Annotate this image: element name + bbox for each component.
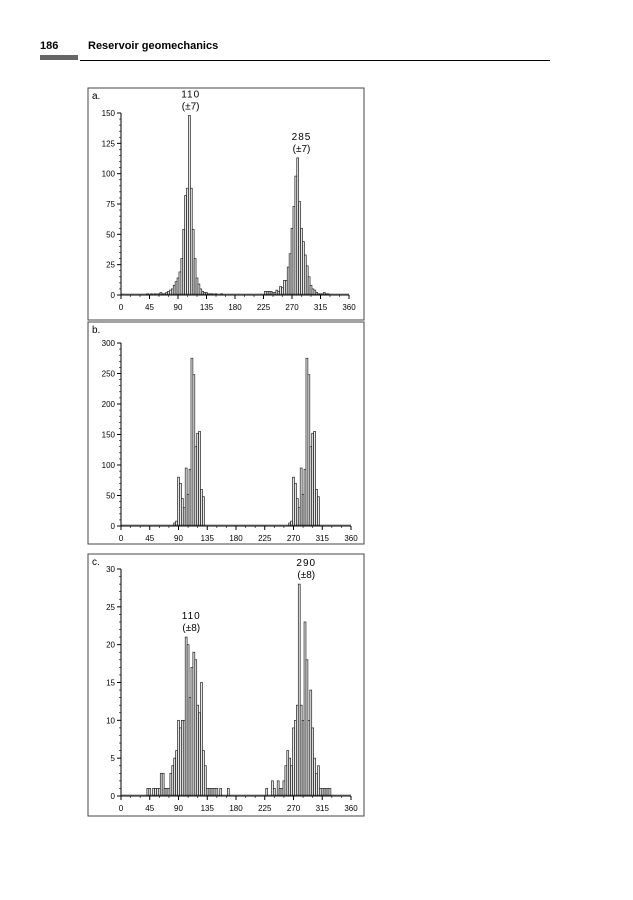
panel-b-y-tick-label: 100 [101, 461, 115, 470]
panel-a-x-tick-label: 180 [228, 303, 242, 312]
panel-c-x-tick-label: 360 [344, 804, 358, 813]
panel-a-annotation-value: 285 [291, 131, 312, 143]
panel-c-annotation-value: 110 [181, 611, 201, 623]
panel-b-x-tick-label: 315 [315, 534, 329, 543]
panel-c-x-tick-label: 135 [200, 804, 214, 813]
panel-b-x-tick-label: 135 [200, 534, 214, 543]
panel-a-annotation-error: (±7) [292, 143, 311, 155]
panel-a-x-tick-label: 135 [199, 303, 214, 312]
panel-b-x-tick-label: 0 [118, 534, 124, 543]
panel-a-x-tick-label: 90 [173, 303, 183, 312]
panel-b-y-tick-label: 250 [101, 369, 115, 379]
panel-a-x-tick-label: 45 [145, 303, 154, 312]
panel-c-y-tick-label: 20 [106, 640, 115, 650]
panel-c-y-tick-label: 15 [106, 678, 115, 688]
panel-a-y-tick-label: 75 [106, 200, 115, 209]
panel-b-bar [202, 497, 204, 526]
panel-a-y-tick-label: 100 [101, 169, 115, 179]
panel-c-y-tick-label: 5 [110, 754, 115, 764]
panel-b-frame [88, 322, 364, 544]
panel-c-annotation-value: 290 [296, 558, 317, 570]
panel-b-x-tick-label: 270 [286, 534, 301, 543]
panel-c-y-tick-label: 30 [106, 565, 115, 574]
panel-a-annotation-value: 110 [181, 89, 201, 101]
panel-c-annotation-error: (±8) [182, 623, 201, 635]
panel-b-x-tick-label: 90 [174, 534, 183, 543]
panel-c-x-tick-label: 180 [229, 804, 243, 813]
panel-c-y-tick-label: 10 [106, 716, 115, 726]
panel-c-x-tick-label: 90 [174, 804, 183, 813]
panel-a-annotation-error: (±7) [181, 101, 200, 113]
panel-c-x-tick-label: 270 [286, 804, 301, 813]
panel-a-y-tick-label: 150 [101, 109, 115, 118]
panel-a-x-tick-label: 315 [313, 303, 328, 312]
panel-c-frame [88, 554, 364, 816]
panel-a-y-tick-label: 50 [106, 230, 115, 240]
panel-b-x-tick-label: 225 [258, 534, 272, 543]
panel-b-y-tick-label: 150 [101, 430, 115, 440]
panel-c-label: c. [92, 557, 100, 568]
panel-b-x-tick-label: 180 [229, 534, 243, 543]
panel-a-x-tick-label: 360 [342, 303, 356, 312]
running-title: Reservoir geomechanics [88, 40, 219, 52]
panel-b-y-tick-label: 50 [106, 491, 115, 501]
panel-b-y-tick-label: 0 [110, 522, 115, 531]
panel-b-bar [317, 497, 319, 526]
panel-c-annotation-error: (±8) [297, 570, 316, 582]
panel-a-y-tick-label: 0 [110, 291, 115, 300]
panel-b-y-tick-label: 300 [101, 339, 115, 348]
page-number: 186 [40, 40, 59, 52]
panel-c-x-tick-label: 315 [315, 804, 329, 813]
panel-a-x-tick-label: 0 [118, 303, 124, 312]
panel-a-y-tick-label: 25 [106, 260, 115, 270]
panel-a-label: a. [92, 91, 101, 102]
panel-a-y-tick-label: 125 [101, 139, 115, 149]
panel-c-y-tick-label: 25 [106, 602, 115, 612]
panel-c-y-tick-label: 0 [110, 792, 115, 801]
panel-a-x-tick-label: 225 [256, 303, 271, 312]
panel-b-x-tick-label: 45 [145, 534, 155, 543]
panel-c-x-tick-label: 45 [145, 804, 155, 813]
panel-a-x-tick-label: 270 [285, 303, 299, 312]
panel-b-x-tick-label: 360 [344, 534, 358, 543]
panel-a-frame [88, 88, 364, 320]
panel-b-label: b. [92, 325, 101, 336]
panel-c-x-tick-label: 225 [258, 804, 272, 813]
panel-b-y-tick-label: 200 [101, 400, 115, 409]
panel-c-x-tick-label: 0 [118, 804, 124, 813]
